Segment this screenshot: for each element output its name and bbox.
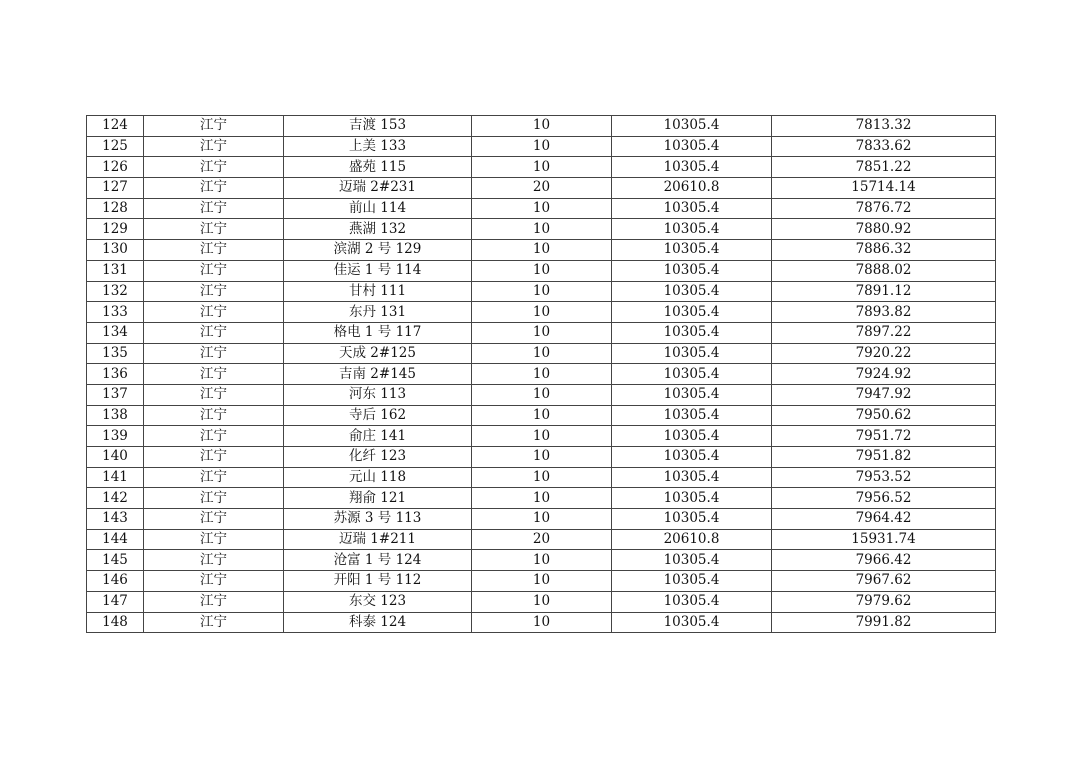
district-cell: 江宁 [144,509,284,530]
table-row [87,157,996,178]
station-name-cell: 燕湖 132 [284,219,472,240]
table-row [87,488,996,509]
row-index-cell: 125 [87,136,144,157]
value-cell: 7891.12 [772,281,996,302]
amount-cell: 10305.4 [612,157,772,178]
station-name-cell: 俞庄 141 [284,426,472,447]
row-index-cell: 132 [87,281,144,302]
amount-cell: 10305.4 [612,219,772,240]
station-name-cell: 吉南 2#145 [284,364,472,385]
table-row [87,198,996,219]
value-cell: 7951.72 [772,426,996,447]
row-index-cell: 129 [87,219,144,240]
capacity-cell: 10 [472,509,612,530]
capacity-cell: 10 [472,405,612,426]
amount-cell: 10305.4 [612,198,772,219]
table-row [87,509,996,530]
table-row [87,219,996,240]
amount-cell: 10305.4 [612,384,772,405]
district-cell: 江宁 [144,281,284,302]
value-cell: 7924.92 [772,364,996,385]
amount-cell: 10305.4 [612,136,772,157]
station-name-cell: 格电 1 号 117 [284,322,472,343]
district-cell: 江宁 [144,260,284,281]
capacity-cell: 10 [472,571,612,592]
district-cell: 江宁 [144,364,284,385]
capacity-cell: 10 [472,322,612,343]
district-cell: 江宁 [144,240,284,261]
value-cell: 7967.62 [772,571,996,592]
value-cell: 15931.74 [772,529,996,550]
capacity-cell: 10 [472,219,612,240]
station-name-cell: 翔俞 121 [284,488,472,509]
station-name-cell: 苏源 3 号 113 [284,509,472,530]
capacity-cell: 10 [472,302,612,323]
capacity-cell: 10 [472,364,612,385]
table-row [87,116,996,137]
capacity-cell: 10 [472,591,612,612]
table-row [87,260,996,281]
row-index-cell: 135 [87,343,144,364]
table-row [87,550,996,571]
table-row [87,240,996,261]
row-index-cell: 142 [87,488,144,509]
station-name-cell: 化纤 123 [284,447,472,468]
value-cell: 7953.52 [772,467,996,488]
data-table [86,115,996,633]
district-cell: 江宁 [144,426,284,447]
row-index-cell: 133 [87,302,144,323]
value-cell: 7979.62 [772,591,996,612]
value-cell: 7964.42 [772,509,996,530]
district-cell: 江宁 [144,157,284,178]
station-name-cell: 河东 113 [284,384,472,405]
row-index-cell: 130 [87,240,144,261]
station-name-cell: 寺后 162 [284,405,472,426]
district-cell: 江宁 [144,550,284,571]
district-cell: 江宁 [144,447,284,468]
district-cell: 江宁 [144,591,284,612]
station-name-cell: 天成 2#125 [284,343,472,364]
table-row [87,302,996,323]
capacity-cell: 10 [472,612,612,633]
value-cell: 7813.32 [772,116,996,137]
row-index-cell: 144 [87,529,144,550]
value-cell: 15714.14 [772,178,996,199]
row-index-cell: 136 [87,364,144,385]
amount-cell: 10305.4 [612,509,772,530]
capacity-cell: 20 [472,178,612,199]
capacity-cell: 10 [472,343,612,364]
district-cell: 江宁 [144,178,284,199]
amount-cell: 10305.4 [612,467,772,488]
district-cell: 江宁 [144,467,284,488]
value-cell: 7956.52 [772,488,996,509]
amount-cell: 10305.4 [612,550,772,571]
district-cell: 江宁 [144,571,284,592]
capacity-cell: 10 [472,550,612,571]
value-cell: 7893.82 [772,302,996,323]
district-cell: 江宁 [144,322,284,343]
capacity-cell: 10 [472,260,612,281]
station-name-cell: 吉渡 153 [284,116,472,137]
station-name-cell: 上美 133 [284,136,472,157]
row-index-cell: 134 [87,322,144,343]
table-row [87,384,996,405]
station-name-cell: 前山 114 [284,198,472,219]
capacity-cell: 10 [472,467,612,488]
value-cell: 7880.92 [772,219,996,240]
value-cell: 7851.22 [772,157,996,178]
row-index-cell: 148 [87,612,144,633]
amount-cell: 20610.8 [612,178,772,199]
district-cell: 江宁 [144,384,284,405]
station-name-cell: 滨湖 2 号 129 [284,240,472,261]
table-row [87,529,996,550]
capacity-cell: 10 [472,116,612,137]
value-cell: 7888.02 [772,260,996,281]
value-cell: 7950.62 [772,405,996,426]
row-index-cell: 127 [87,178,144,199]
capacity-cell: 10 [472,426,612,447]
district-cell: 江宁 [144,219,284,240]
row-index-cell: 140 [87,447,144,468]
value-cell: 7876.72 [772,198,996,219]
district-cell: 江宁 [144,116,284,137]
row-index-cell: 145 [87,550,144,571]
amount-cell: 10305.4 [612,447,772,468]
station-name-cell: 盛苑 115 [284,157,472,178]
amount-cell: 10305.4 [612,364,772,385]
row-index-cell: 139 [87,426,144,447]
amount-cell: 10305.4 [612,405,772,426]
capacity-cell: 10 [472,136,612,157]
table-row [87,405,996,426]
table-row [87,322,996,343]
row-index-cell: 137 [87,384,144,405]
capacity-cell: 10 [472,488,612,509]
district-cell: 江宁 [144,488,284,509]
station-name-cell: 开阳 1 号 112 [284,571,472,592]
table-row [87,447,996,468]
row-index-cell: 147 [87,591,144,612]
table-row [87,467,996,488]
district-cell: 江宁 [144,405,284,426]
amount-cell: 10305.4 [612,302,772,323]
station-name-cell: 佳运 1 号 114 [284,260,472,281]
table-row [87,136,996,157]
value-cell: 7966.42 [772,550,996,571]
station-name-cell: 科泰 124 [284,612,472,633]
table-row [87,426,996,447]
capacity-cell: 10 [472,384,612,405]
row-index-cell: 143 [87,509,144,530]
row-index-cell: 126 [87,157,144,178]
capacity-cell: 10 [472,157,612,178]
amount-cell: 10305.4 [612,240,772,261]
capacity-cell: 20 [472,529,612,550]
capacity-cell: 10 [472,281,612,302]
amount-cell: 10305.4 [612,426,772,447]
station-name-cell: 东丹 131 [284,302,472,323]
capacity-cell: 10 [472,198,612,219]
amount-cell: 10305.4 [612,281,772,302]
table-row [87,591,996,612]
station-name-cell: 东交 123 [284,591,472,612]
row-index-cell: 138 [87,405,144,426]
amount-cell: 20610.8 [612,529,772,550]
row-index-cell: 131 [87,260,144,281]
capacity-cell: 10 [472,240,612,261]
amount-cell: 10305.4 [612,612,772,633]
row-index-cell: 124 [87,116,144,137]
value-cell: 7897.22 [772,322,996,343]
table-row [87,343,996,364]
capacity-cell: 10 [472,447,612,468]
district-cell: 江宁 [144,529,284,550]
table-row [87,364,996,385]
value-cell: 7833.62 [772,136,996,157]
amount-cell: 10305.4 [612,571,772,592]
amount-cell: 10305.4 [612,322,772,343]
value-cell: 7951.82 [772,447,996,468]
table-row [87,178,996,199]
district-cell: 江宁 [144,302,284,323]
amount-cell: 10305.4 [612,591,772,612]
amount-cell: 10305.4 [612,116,772,137]
table-row [87,281,996,302]
value-cell: 7920.22 [772,343,996,364]
value-cell: 7991.82 [772,612,996,633]
station-name-cell: 迈瑞 1#211 [284,529,472,550]
district-cell: 江宁 [144,612,284,633]
row-index-cell: 146 [87,571,144,592]
table-row [87,612,996,633]
row-index-cell: 128 [87,198,144,219]
amount-cell: 10305.4 [612,343,772,364]
district-cell: 江宁 [144,136,284,157]
table-row [87,571,996,592]
amount-cell: 10305.4 [612,260,772,281]
value-cell: 7947.92 [772,384,996,405]
amount-cell: 10305.4 [612,488,772,509]
table-body [87,116,996,633]
district-cell: 江宁 [144,343,284,364]
station-name-cell: 元山 118 [284,467,472,488]
value-cell: 7886.32 [772,240,996,261]
station-name-cell: 沧富 1 号 124 [284,550,472,571]
station-name-cell: 甘村 111 [284,281,472,302]
district-cell: 江宁 [144,198,284,219]
station-name-cell: 迈瑞 2#231 [284,178,472,199]
row-index-cell: 141 [87,467,144,488]
